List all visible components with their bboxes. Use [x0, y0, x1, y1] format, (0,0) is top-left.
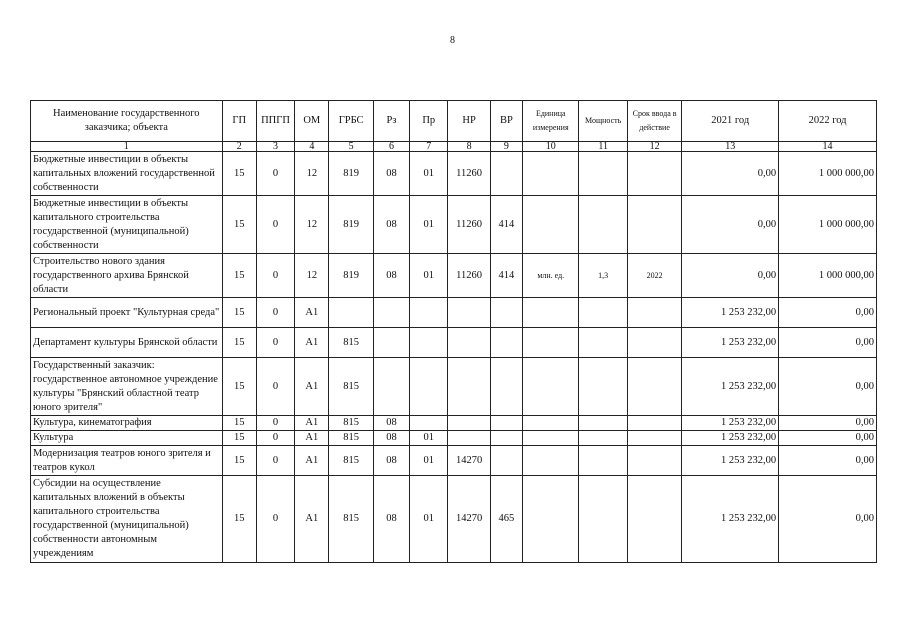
cell-vr: 465	[490, 476, 522, 563]
cell-power	[579, 358, 627, 416]
cell-pr	[410, 358, 448, 416]
cell-2022: 0,00	[779, 416, 877, 431]
cell-grbs: 819	[329, 196, 373, 254]
header-pr: Пр	[410, 101, 448, 142]
cell-gp: 15	[222, 298, 256, 328]
cell-vr	[490, 152, 522, 196]
cell-power	[579, 476, 627, 563]
cell-rz	[373, 358, 409, 416]
cell-vr	[490, 416, 522, 431]
table-row	[31, 196, 877, 254]
cell-pr: 01	[410, 254, 448, 298]
table-row	[31, 254, 877, 298]
cell-2022: 1 000 000,00	[779, 196, 877, 254]
cell-unit	[523, 328, 579, 358]
cell-2022: 0,00	[779, 328, 877, 358]
cell-ppgp: 0	[256, 328, 294, 358]
cell-om: A1	[295, 358, 329, 416]
column-number: 6	[373, 142, 409, 152]
cell-ppgp: 0	[256, 254, 294, 298]
cell-vr	[490, 431, 522, 446]
table-row	[31, 298, 877, 328]
cell-rz: 08	[373, 152, 409, 196]
cell-gp: 15	[222, 358, 256, 416]
row-name: Культура, кинематография	[31, 416, 223, 431]
cell-unit	[523, 431, 579, 446]
row-name: Строительство нового здания государственного архива Брянской области	[31, 254, 223, 298]
header-name: Наименование государственного заказчика; объекта	[31, 101, 223, 142]
column-number: 14	[779, 142, 877, 152]
cell-nr	[448, 328, 490, 358]
cell-grbs: 815	[329, 446, 373, 476]
cell-grbs: 815	[329, 328, 373, 358]
cell-2022: 0,00	[779, 298, 877, 328]
column-number: 5	[329, 142, 373, 152]
cell-pr: 01	[410, 431, 448, 446]
cell-term	[627, 476, 681, 563]
cell-power	[579, 416, 627, 431]
cell-gp: 15	[222, 254, 256, 298]
cell-rz: 08	[373, 431, 409, 446]
row-name: Модернизация театров юного зрителя и театров кукол	[31, 446, 223, 476]
cell-gp: 15	[222, 152, 256, 196]
cell-rz	[373, 298, 409, 328]
cell-om: A1	[295, 328, 329, 358]
cell-om: A1	[295, 446, 329, 476]
column-number: 13	[682, 142, 779, 152]
cell-gp: 15	[222, 476, 256, 563]
column-number: 2	[222, 142, 256, 152]
header-2022: 2022 год	[779, 101, 877, 142]
cell-pr	[410, 328, 448, 358]
table-row	[31, 476, 877, 563]
cell-om: 12	[295, 196, 329, 254]
table-row	[31, 446, 877, 476]
cell-ppgp: 0	[256, 298, 294, 328]
cell-2022: 0,00	[779, 476, 877, 563]
cell-om: 12	[295, 152, 329, 196]
cell-unit: млн. ед.	[523, 254, 579, 298]
table-row	[31, 152, 877, 196]
cell-ppgp: 0	[256, 446, 294, 476]
cell-vr	[490, 358, 522, 416]
header-gp: ГП	[222, 101, 256, 142]
cell-rz: 08	[373, 416, 409, 431]
cell-vr: 414	[490, 196, 522, 254]
cell-grbs: 815	[329, 416, 373, 431]
cell-2021: 1 253 232,00	[682, 416, 779, 431]
row-name: Департамент культуры Брянской области	[31, 328, 223, 358]
row-name: Региональный проект "Культурная среда"	[31, 298, 223, 328]
cell-power	[579, 431, 627, 446]
cell-term	[627, 196, 681, 254]
column-number: 3	[256, 142, 294, 152]
cell-rz: 08	[373, 446, 409, 476]
header-om: ОМ	[295, 101, 329, 142]
header-term: Срок ввода в действие	[627, 101, 681, 142]
cell-2021: 1 253 232,00	[682, 446, 779, 476]
cell-unit	[523, 152, 579, 196]
page-number: 8	[450, 35, 455, 46]
cell-term	[627, 328, 681, 358]
column-number: 11	[579, 142, 627, 152]
cell-nr: 11260	[448, 254, 490, 298]
cell-gp: 15	[222, 431, 256, 446]
column-number: 4	[295, 142, 329, 152]
cell-2021: 1 253 232,00	[682, 328, 779, 358]
cell-pr: 01	[410, 196, 448, 254]
cell-gp: 15	[222, 196, 256, 254]
cell-rz	[373, 328, 409, 358]
cell-power: 1,3	[579, 254, 627, 298]
cell-power	[579, 446, 627, 476]
cell-vr	[490, 298, 522, 328]
column-number: 10	[523, 142, 579, 152]
cell-2021: 0,00	[682, 196, 779, 254]
cell-term	[627, 416, 681, 431]
row-name: Государственный заказчик: государственное автономное учреждение культуры "Брянский областной театр юного зрителя"	[31, 358, 223, 416]
cell-vr	[490, 328, 522, 358]
cell-2022: 1 000 000,00	[779, 152, 877, 196]
header-row	[31, 101, 877, 142]
cell-power	[579, 196, 627, 254]
cell-nr	[448, 416, 490, 431]
cell-om: 12	[295, 254, 329, 298]
cell-pr	[410, 416, 448, 431]
row-name: Культура	[31, 431, 223, 446]
cell-vr: 414	[490, 254, 522, 298]
cell-term	[627, 446, 681, 476]
cell-term	[627, 152, 681, 196]
cell-nr: 11260	[448, 152, 490, 196]
cell-grbs: 815	[329, 431, 373, 446]
table-row	[31, 431, 877, 446]
row-name: Субсидии на осуществление капитальных вложений в объекты капитального строительства государственной (муниципальной) собственности автономным учреждениям	[31, 476, 223, 563]
cell-unit	[523, 196, 579, 254]
cell-om: A1	[295, 416, 329, 431]
cell-om: A1	[295, 431, 329, 446]
header-nr: НР	[448, 101, 490, 142]
cell-2022: 0,00	[779, 358, 877, 416]
cell-power	[579, 298, 627, 328]
column-number: 12	[627, 142, 681, 152]
header-unit: Единица измерения	[523, 101, 579, 142]
cell-pr: 01	[410, 152, 448, 196]
cell-unit	[523, 446, 579, 476]
cell-gp: 15	[222, 328, 256, 358]
cell-power	[579, 328, 627, 358]
cell-grbs: 815	[329, 358, 373, 416]
cell-nr: 14270	[448, 446, 490, 476]
cell-2022: 0,00	[779, 446, 877, 476]
cell-term	[627, 298, 681, 328]
cell-rz: 08	[373, 476, 409, 563]
cell-nr: 11260	[448, 196, 490, 254]
header-ppgp: ППГП	[256, 101, 294, 142]
cell-nr: 14270	[448, 476, 490, 563]
cell-term	[627, 431, 681, 446]
column-number: 8	[448, 142, 490, 152]
table-row	[31, 328, 877, 358]
cell-grbs	[329, 298, 373, 328]
cell-ppgp: 0	[256, 431, 294, 446]
cell-nr	[448, 358, 490, 416]
cell-2021: 1 253 232,00	[682, 431, 779, 446]
cell-2021: 1 253 232,00	[682, 476, 779, 563]
cell-2022: 0,00	[779, 431, 877, 446]
cell-gp: 15	[222, 416, 256, 431]
cell-ppgp: 0	[256, 416, 294, 431]
cell-ppgp: 0	[256, 476, 294, 563]
cell-rz: 08	[373, 254, 409, 298]
cell-2022: 1 000 000,00	[779, 254, 877, 298]
cell-unit	[523, 298, 579, 328]
cell-ppgp: 0	[256, 358, 294, 416]
row-name: Бюджетные инвестиции в объекты капитальных вложений государственной собственности	[31, 152, 223, 196]
cell-grbs: 819	[329, 254, 373, 298]
table-row	[31, 416, 877, 431]
cell-rz: 08	[373, 196, 409, 254]
cell-unit	[523, 358, 579, 416]
header-grbs: ГРБС	[329, 101, 373, 142]
cell-2021: 0,00	[682, 152, 779, 196]
header-vr: ВР	[490, 101, 522, 142]
cell-grbs: 815	[329, 476, 373, 563]
cell-unit	[523, 416, 579, 431]
table-row	[31, 358, 877, 416]
column-number-row	[31, 142, 877, 152]
cell-om: A1	[295, 298, 329, 328]
cell-2021: 0,00	[682, 254, 779, 298]
budget-table	[30, 100, 877, 563]
cell-ppgp: 0	[256, 196, 294, 254]
cell-gp: 15	[222, 446, 256, 476]
cell-term	[627, 358, 681, 416]
column-number: 9	[490, 142, 522, 152]
column-number: 7	[410, 142, 448, 152]
header-rz: Рз	[373, 101, 409, 142]
cell-vr	[490, 446, 522, 476]
cell-nr	[448, 431, 490, 446]
header-power: Мощность	[579, 101, 627, 142]
cell-ppgp: 0	[256, 152, 294, 196]
column-number: 1	[31, 142, 223, 152]
cell-2021: 1 253 232,00	[682, 358, 779, 416]
cell-pr: 01	[410, 476, 448, 563]
cell-2021: 1 253 232,00	[682, 298, 779, 328]
cell-om: A1	[295, 476, 329, 563]
cell-nr	[448, 298, 490, 328]
cell-pr: 01	[410, 446, 448, 476]
cell-pr	[410, 298, 448, 328]
row-name: Бюджетные инвестиции в объекты капитального строительства государственной (муниципальной) собственности	[31, 196, 223, 254]
cell-power	[579, 152, 627, 196]
header-2021: 2021 год	[682, 101, 779, 142]
cell-grbs: 819	[329, 152, 373, 196]
cell-unit	[523, 476, 579, 563]
cell-term: 2022	[627, 254, 681, 298]
